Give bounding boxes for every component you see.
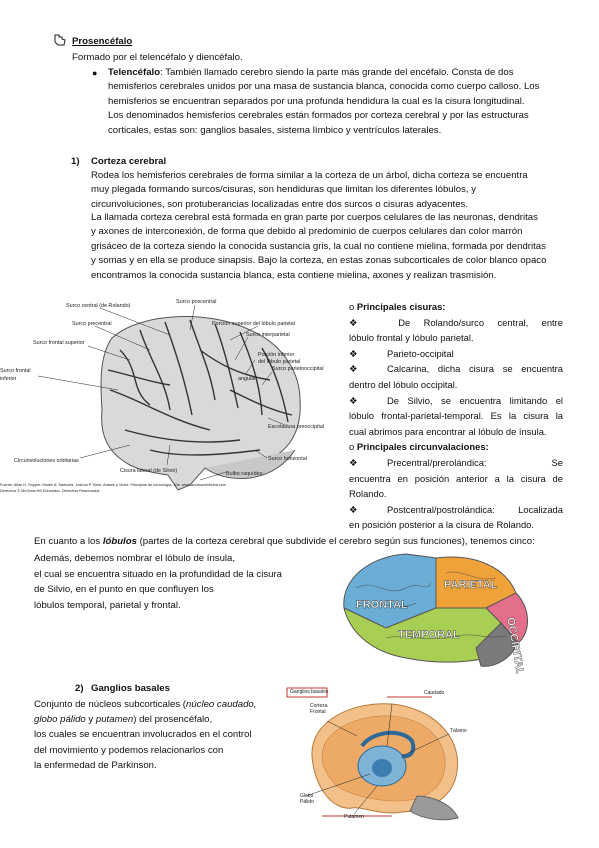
label-surco-frontal-superior: Surco frontal superior bbox=[33, 340, 85, 346]
label-surco-poscentral: Surco poscentral bbox=[176, 299, 217, 305]
cisuras-heading: Principales cisuras: bbox=[356, 301, 446, 312]
bullet-line: Los denominados hemisferios cerebrales están formados por corteza cerebral y por las estructuras bbox=[108, 110, 529, 122]
label-surco-parietooccipital: Surco parietooccipital bbox=[272, 366, 324, 372]
diamond-icon: ❖ bbox=[349, 503, 358, 515]
section-title: Prosencéfalo bbox=[72, 36, 133, 47]
talamo-label: Tálamo bbox=[450, 728, 467, 734]
ganglios-number: 2) bbox=[75, 683, 84, 694]
bullet-dot: ● bbox=[92, 68, 98, 78]
lobes-figure bbox=[326, 548, 548, 674]
caudado-label: Caudado bbox=[424, 690, 445, 696]
lobe-temporal-label: TEMPORAL bbox=[398, 629, 460, 641]
globo-label-1: Globo bbox=[300, 793, 314, 799]
label-bulbo: Bulbo raquídeo bbox=[226, 471, 263, 477]
label-surco-frontal-inferior-2: inferior bbox=[0, 376, 17, 382]
corteza-paragraph-1: Rodea los hemisferios cerebrales de forma similar a la corteza de un árbol, dicha corteza se encuentra muy plegada formando surcos/cisuras, son hendiduras que limitan los diferentes lóbulos, y circunvoluciones, son protuberancias localizadas entre dos surcos o cisuras adyacentes. bbox=[91, 170, 528, 210]
label-surco-interparietal: Surco interparietal bbox=[246, 332, 290, 338]
figure-source: Fuente: Allan H. Ropper, Martin A. Samuels, Joshua P. Klein: Adams y Victor. Principios de neurología, 10e: www.accessmedicina.com bbox=[0, 483, 227, 487]
telencefalo-paragraph bbox=[108, 66, 563, 138]
label-porcion-inferior: Porción inferior bbox=[258, 352, 295, 358]
circunvalaciones-heading: Principales circunvalaciones: bbox=[356, 441, 489, 453]
corteza-number: 1) bbox=[71, 156, 80, 167]
label-surco-central: Surco central (de Rolando) bbox=[66, 303, 131, 309]
diamond-icon: ❖ bbox=[349, 456, 358, 468]
diamond-icon: ❖ bbox=[349, 394, 358, 406]
lobe-occipital-label: OCCIPITAL bbox=[504, 616, 527, 674]
corteza-label-1: Corteza bbox=[310, 703, 328, 709]
diamond-icon: ❖ bbox=[349, 347, 358, 359]
fig-title-label: Ganglios basales bbox=[290, 689, 329, 695]
label-circunv-orbitarias: Circunvoluciones orbitarias bbox=[14, 458, 79, 464]
label-porcion-inferior-2: del lóbulo parietal bbox=[258, 359, 301, 365]
putamen-label: Putamen bbox=[344, 814, 365, 820]
label-porcion-superior: Porción superior del lóbulo parietal bbox=[212, 321, 296, 327]
label-escotadura: Escotadura preoccipital bbox=[268, 424, 325, 430]
brain-lateral-figure bbox=[0, 290, 345, 512]
globo-label-2: Pálido bbox=[300, 799, 314, 805]
corteza-paragraph-2: La llamada corteza cerebral está formada en gran parte por cuerpos celulares de las neuronas, dendritas y axones de interconexión, de forma que debido al predominio de cuerpos celulares dan color marrón grisáceo de la corteza siendo la conocida sustancia gris, la cual no contiene mielina, formada por dendritas y somas y en ella se produce sinapsis. Bajo la corteza, en estas zonas subcorticales de color blanco opaco encontramos la conocida sustancia blanca, esta contiene mielina, axones y realizan trasmisión. bbox=[91, 212, 547, 281]
diamond-icon: ❖ bbox=[349, 363, 358, 375]
cisuras-list: o Principales cisuras: ❖ De Rolando/surco central, entre lóbulo frontal y lóbulo parietal. ❖ Parieto-occipital ❖ Calcarina, dicha cisura se encuentra dentro del lóbulo occipital. ❖ De Silvio, se encuentra limitando el lóbulo frontal-parietal-temporal. Es la cisura la cual abrimos para encontrar al lóbulo de ínsula. o Principales circunvalaciones: ❖ Precentral/prerolándica: Se encuentra en posición anterior a la cisura de Rolando. ❖ Postcentral/postrolándica: Localizada en posición posterior a la cisura de Rolando. bbox=[349, 301, 563, 531]
bullet-line: hemisferios cerebrales unidos por una masa de sustancia blanca, conocida como cuerpo calloso. Los bbox=[108, 81, 540, 93]
corteza-title: Corteza cerebral bbox=[91, 156, 167, 167]
label-surco-precentral: Surco precentral bbox=[72, 321, 112, 327]
label-surco-horizontal: Surco horizontal bbox=[268, 456, 307, 462]
bullet-line: : También llamado cerebro siendo la parte más grande del encéfalo. Consta de dos bbox=[160, 67, 514, 78]
ganglios-title: Ganglios basales bbox=[91, 683, 170, 694]
section-intro: Formado por el telencéfalo y diencéfalo. bbox=[72, 52, 243, 63]
label-surco-frontal-inferior: Surco frontal bbox=[0, 368, 31, 374]
lobe-frontal-label: FRONTAL bbox=[356, 599, 408, 611]
label-cisura-lateral: Cisura lateral (de Silvio) bbox=[120, 468, 178, 474]
ganglios-text: Conjunto de núcleos subcorticales (núcleo caudado, globo pálido y putamen) del prosencéfalo, los cuales se encuentran involucrados en el control del movimiento y podemos relacionarlos con la enfermedad de Parkinson. bbox=[34, 699, 257, 771]
lobulos-intro: En cuanto a los lóbulos (partes de la corteza cerebral que subdivide el cerebro según sus funciones), tenemos cinco: bbox=[34, 536, 535, 547]
lobulos-text: Además, debemos nombrar el lóbulo de ínsula, el cual se encuentra situado en la profundidad de la cisura de Silvio, en el punto en que confluyen los lóbulos temporal, parietal y frontal. bbox=[34, 553, 283, 611]
basal-ganglia-figure bbox=[282, 686, 472, 826]
label-circunv-angular: angular bbox=[238, 376, 256, 382]
bullet-line: hemisferios se encuentran separados por una profunda hendidura la cual es la cisura longitudinal. bbox=[108, 95, 525, 107]
hand-pointer-icon bbox=[53, 34, 67, 46]
diamond-icon: ❖ bbox=[349, 316, 369, 328]
bullet-line: corticales, estas son: ganglios basales, sistema límbico y ventrículos laterales. bbox=[108, 124, 442, 136]
corteza-label-2: Frontal bbox=[310, 709, 326, 715]
bullet-title: Telencéfalo bbox=[108, 67, 161, 78]
lobe-parietal-label: PARIETAL bbox=[444, 579, 498, 591]
figure-copyright: Derechos © McGraw-Hill Education. Derechos Reservados. bbox=[0, 489, 101, 493]
